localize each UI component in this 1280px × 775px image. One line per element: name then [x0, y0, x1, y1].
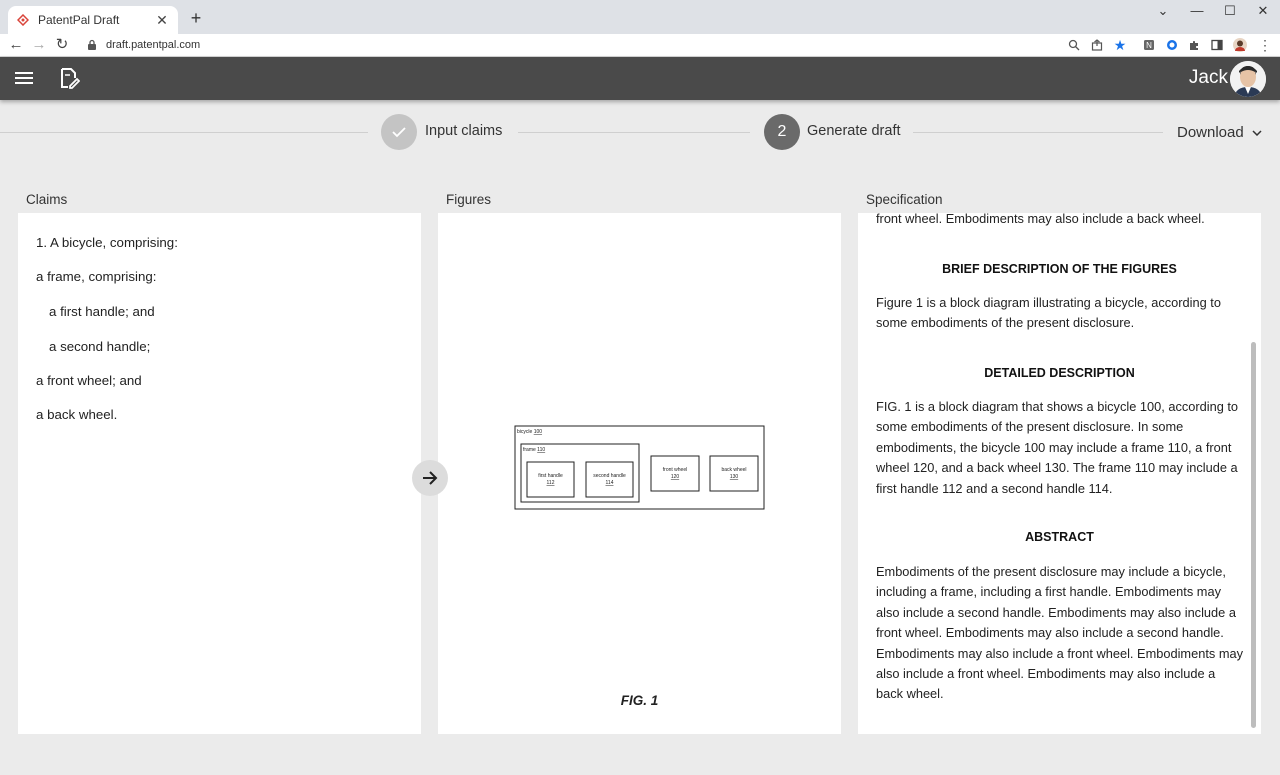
figures-panel: [438, 213, 841, 734]
browser-tab[interactable]: [8, 6, 178, 34]
close-tab-icon[interactable]: ✕: [156, 11, 168, 28]
url-field[interactable]: [80, 35, 1140, 55]
extension-n-icon[interactable]: [1141, 37, 1157, 53]
bookmark-star-icon[interactable]: ★: [1113, 36, 1127, 53]
first-handle-ref: 112: [546, 480, 555, 486]
step-connector: [0, 132, 368, 133]
spec-heading-abstract: ABSTRACT: [1025, 530, 1094, 544]
tab-search-icon[interactable]: ⌄: [1157, 3, 1169, 18]
spec-heading-detailed: DETAILED DESCRIPTION: [984, 366, 1135, 380]
step2-number[interactable]: 2: [764, 114, 800, 150]
claim-line: a second handle;: [49, 339, 151, 354]
zoom-icon[interactable]: [1066, 37, 1082, 53]
step1-label[interactable]: Input claims: [425, 123, 503, 139]
claim-line: a back wheel.: [36, 407, 118, 422]
step-connector: [913, 132, 1163, 133]
edit-document-icon[interactable]: [58, 67, 82, 91]
url-text: draft.patentpal.com: [106, 39, 201, 51]
back-wheel-ref: 130: [729, 474, 739, 480]
chevron-down-icon: [1252, 130, 1262, 136]
front-wheel-label: front wheel: [662, 467, 688, 473]
profile-avatar-icon[interactable]: [1232, 37, 1248, 53]
step1-check-icon[interactable]: [381, 114, 417, 150]
frame-block-label: frame 110: [523, 447, 546, 453]
spec-scrollbar[interactable]: [1251, 342, 1256, 728]
extensions-puzzle-icon[interactable]: [1186, 37, 1202, 53]
claim-line: a frame, comprising:: [36, 269, 157, 284]
spec-paragraph: Embodiments of the present disclosure may include a bicycle, including a frame, including a first handle. Embodiments may also include a second handle. Embodiments may also include a front wheel. Embodiments may also include a second handle. Embodiments may also include a front wheel. Embodiments may also include a front wheel. Embodiments may also include a back wheel.: [876, 564, 1244, 702]
arrow-right-icon: [422, 471, 438, 485]
step2-label[interactable]: Generate draft: [807, 123, 901, 139]
figures-title: Figures: [446, 192, 492, 207]
user-avatar[interactable]: [1230, 61, 1266, 97]
claim-line: a front wheel; and: [36, 373, 142, 388]
download-button[interactable]: [1177, 124, 1262, 141]
claims-title: Claims: [26, 192, 68, 207]
reload-icon[interactable]: ↻: [55, 36, 69, 53]
progress-stepper: [0, 112, 1280, 152]
patentpal-favicon-icon: [16, 13, 30, 27]
spec-paragraph: FIG. 1 is a block diagram that shows a bicycle 100, according to some embodiments of the present disclosure. In some embodiments, the bicycle 100 may include a frame 110, a front wheel 120, and a back wheel 130. The frame 110 may include a first handle 112 and a second handle 114.: [876, 399, 1239, 496]
svg-text:N: N: [1146, 41, 1152, 50]
fig1-block-diagram[interactable]: [514, 425, 766, 511]
first-handle-label: first handle: [538, 473, 563, 479]
back-wheel-label: back wheel: [721, 467, 747, 473]
maximize-icon[interactable]: ☐: [1224, 3, 1236, 18]
extension-circle-icon[interactable]: [1164, 37, 1180, 53]
step-connector: [518, 132, 750, 133]
claims-panel[interactable]: [18, 213, 421, 734]
bicycle-block-label: bicycle 100: [517, 429, 543, 435]
tab-title: PatentPal Draft: [38, 13, 120, 27]
specification-title: Specification: [866, 192, 943, 207]
claim-line: 1. A bicycle, comprising:: [36, 235, 178, 250]
second-handle-ref: 114: [605, 480, 614, 486]
spec-paragraph: front wheel. Embodiments may also include a back wheel.: [876, 213, 1205, 226]
browser-menu-icon[interactable]: ⋮: [1258, 36, 1272, 53]
lock-icon: [86, 39, 98, 51]
forward-arrow-icon[interactable]: →: [31, 36, 47, 53]
share-icon[interactable]: [1089, 37, 1105, 53]
address-bar-row: [0, 34, 1280, 57]
claim-line: a first handle; and: [49, 304, 155, 319]
side-panel-icon[interactable]: [1209, 37, 1225, 53]
app-header: [0, 57, 1280, 100]
close-window-icon[interactable]: ✕: [1257, 3, 1269, 18]
browser-tab-bar: [0, 0, 1280, 34]
hamburger-menu-icon[interactable]: [14, 69, 38, 89]
specification-panel[interactable]: [858, 213, 1261, 734]
spec-heading-figures: BRIEF DESCRIPTION OF THE FIGURES: [942, 262, 1177, 276]
generate-arrow-button[interactable]: [412, 460, 448, 496]
figure-caption: FIG. 1: [620, 693, 659, 708]
minimize-icon[interactable]: —: [1190, 3, 1204, 18]
spec-paragraph: Figure 1 is a block diagram illustrating a bicycle, according to some embodiments of the present disclosure.: [876, 295, 1221, 331]
second-handle-label: second handle: [593, 473, 626, 479]
download-label: Download: [1177, 124, 1244, 141]
new-tab-button[interactable]: +: [190, 8, 202, 28]
front-wheel-ref: 120: [670, 474, 680, 480]
back-arrow-icon[interactable]: ←: [8, 36, 24, 53]
username[interactable]: Jack: [1188, 67, 1228, 88]
